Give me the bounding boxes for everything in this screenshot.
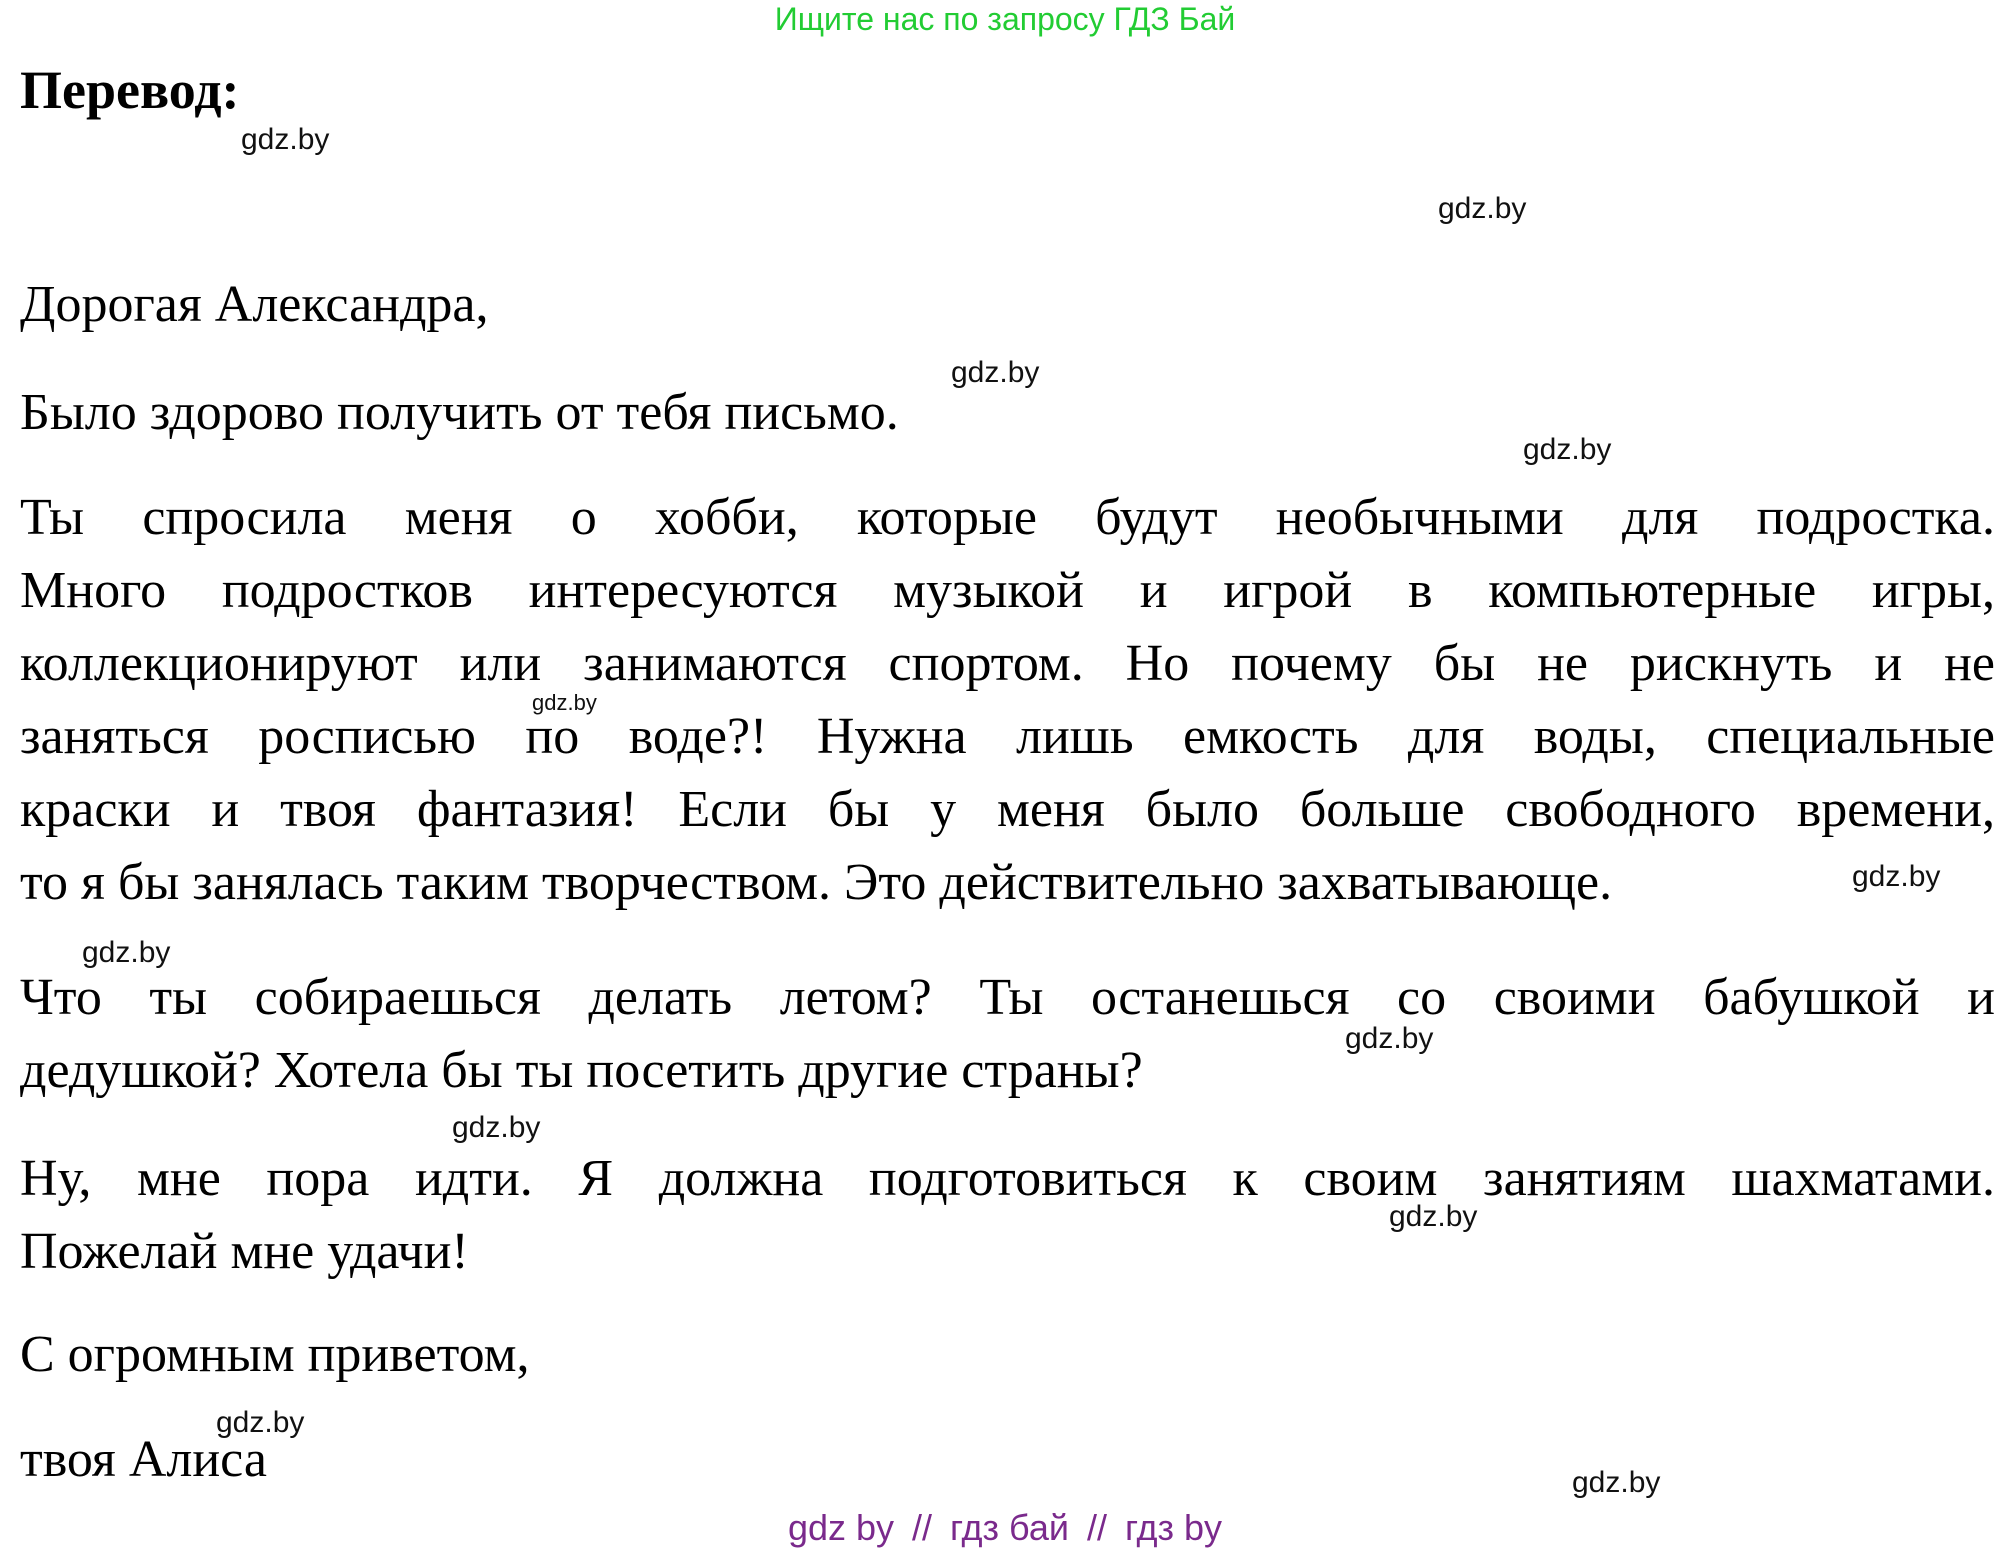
footer-link[interactable]: гдз бай [950,1507,1069,1548]
letter-paragraph-3 [20,1142,1995,1288]
watermark: gdz.by [82,936,171,969]
paragraph-line: Много подростков интересуются музыкой и игрой в компьютерные игры, [20,562,1995,619]
letter-greeting: Дорогая Александра, [20,276,489,333]
watermark: gdz.by [1389,1200,1478,1233]
footer-link[interactable]: гдз by [1125,1507,1223,1548]
paragraph-line: Что ты собираешься делать летом? Ты останешься со своими бабушкой и [20,969,1995,1026]
watermark: gdz.by [1345,1022,1434,1055]
paragraph-line: Ты спросила меня о хобби, которые будут необычными для подростка. [20,489,1995,546]
paragraph-line: то я бы занялась таким творчеством. Это действительно захватывающе. [20,854,1613,911]
footer-links [0,1508,2010,1548]
letter-paragraph-2 [20,961,1995,1107]
paragraph-line: Пожелай мне удачи! [20,1223,469,1280]
footer-link[interactable]: gdz by [787,1507,895,1548]
footer-separator: // [912,1507,933,1548]
promo-banner: Ищите нас по запросу ГДЗ Бай [774,1,1236,37]
watermark: gdz.by [241,123,330,156]
paragraph-line: краски и твоя фантазия! Если бы у меня было больше свободного времени, [20,781,1995,838]
paragraph-line: дедушкой? Хотела бы ты посетить другие страны? [20,1042,1143,1099]
watermark: gdz.by [1438,192,1527,225]
watermark: gdz.by [1572,1466,1661,1499]
watermark: gdz.by [216,1406,305,1439]
watermark: gdz.by [1523,433,1612,466]
page-title: Перевод: [20,60,240,120]
watermark: gdz.by [532,690,597,715]
letter-intro: Было здорово получить от тебя письмо. [20,384,899,441]
watermark: gdz.by [452,1111,541,1144]
paragraph-line: коллекционируют или занимаются спортом. Но почему бы не рискнуть и не [20,635,1995,692]
letter-closing: С огромным приветом, [20,1326,530,1383]
footer-separator: // [1086,1507,1107,1548]
letter-paragraph-1 [20,481,1995,919]
watermark: gdz.by [951,356,1040,389]
paragraph-line: Ну, мне пора идти. Я должна подготовиться к своим занятиям шахматами. [20,1150,1995,1207]
letter-signature: твоя Алиса [20,1431,267,1488]
watermark: gdz.by [1852,860,1941,893]
paragraph-line: заняться росписью по воде?! Нужна лишь емкость для воды, специальные [20,708,1995,765]
